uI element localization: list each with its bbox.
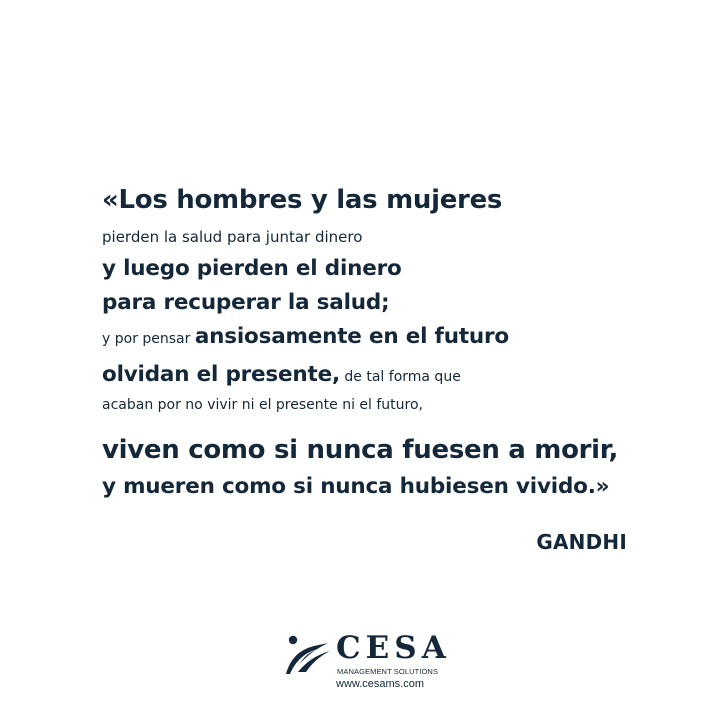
logo-wordmark: CESA — [336, 630, 451, 666]
quote-line-3: y luego pierden el dinero — [102, 256, 402, 281]
quote-line-2: pierden la salud para juntar dinero — [102, 228, 363, 246]
quote-line-4: para recuperar la salud; — [102, 290, 390, 315]
quote-line-1: «Los hombres y las mujeres — [102, 185, 503, 215]
quote-line-6-big: olvidan el presente, — [102, 362, 340, 387]
quote-line-6 — [102, 358, 662, 392]
quote-line-6-small: de tal forma que — [339, 369, 461, 385]
quote-line-5-small: y por pensar — [102, 331, 195, 347]
logo-subtitle: MANAGEMENT SOLUTIONS — [337, 667, 439, 676]
quote-block — [102, 180, 662, 504]
quote-line-5 — [102, 320, 662, 358]
logo-url: www.cesams.com — [336, 678, 425, 690]
quote-line-8: viven como si nunca fuesen a morir, — [102, 435, 619, 465]
quote-line-5-big: ansiosamente en el futuro — [194, 324, 509, 349]
quote-line-9: y mueren como si nunca hubiesen vivido.» — [102, 474, 610, 499]
quote-line-7: acaban por no vivir ni el presente ni el futuro, — [102, 397, 423, 413]
cesa-swoosh-logo-icon — [284, 634, 334, 676]
cesa-logo — [284, 630, 451, 696]
quote-author: GANDHI — [536, 530, 627, 554]
